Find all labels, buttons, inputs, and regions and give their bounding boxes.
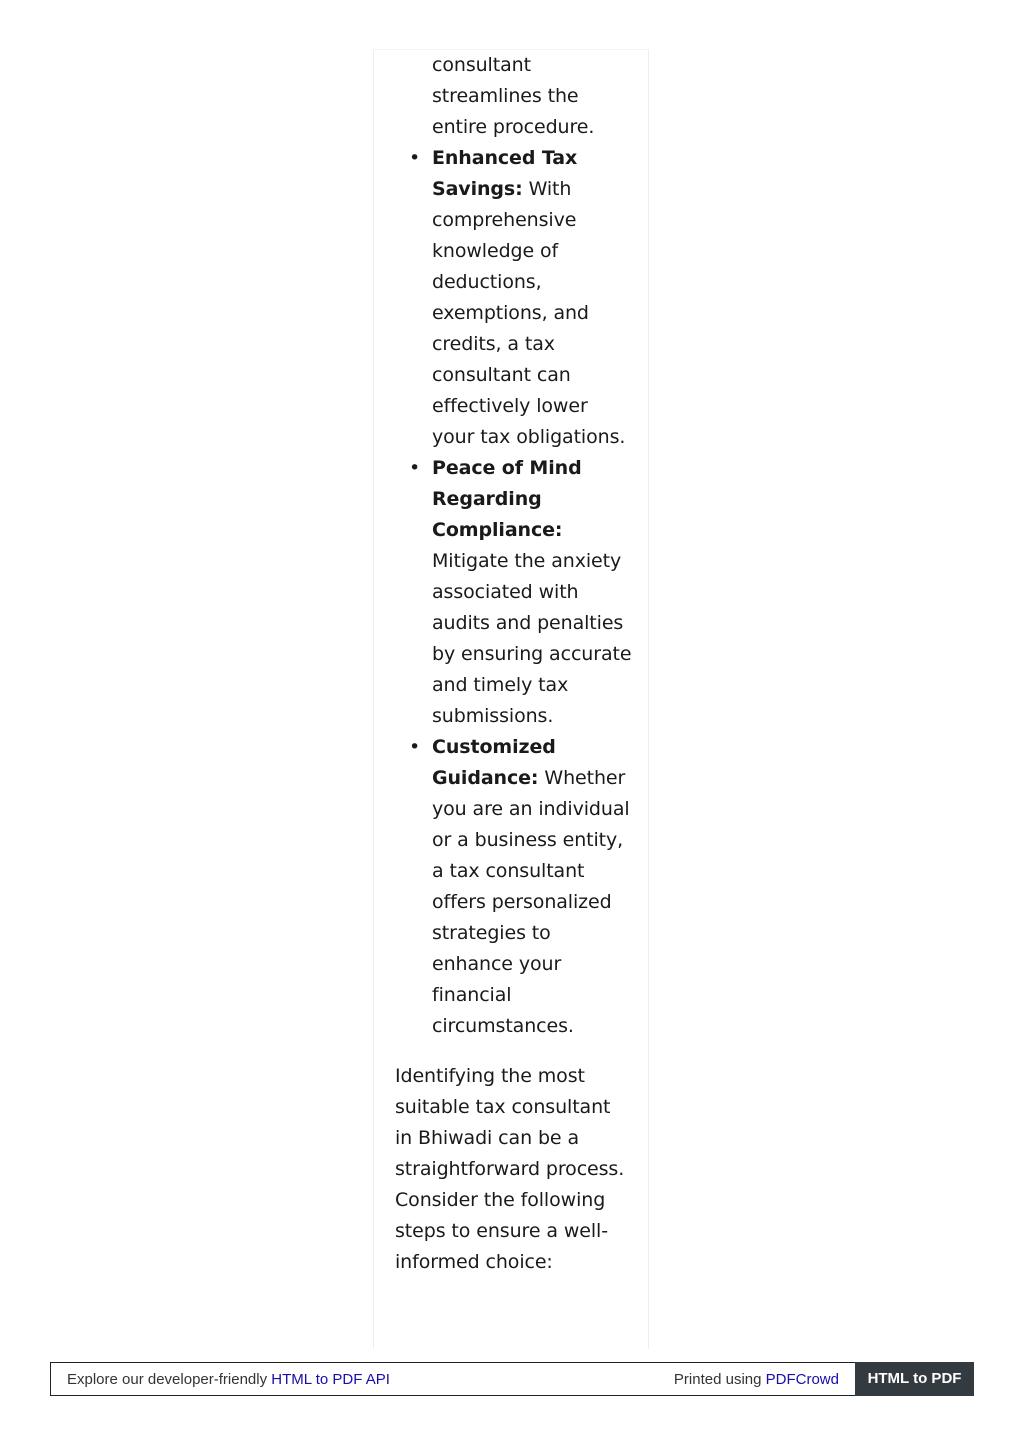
list-item-continued [432, 50, 635, 143]
html-to-pdf-api-link[interactable]: HTML to PDF API [271, 1371, 390, 1388]
continued-text: consultant streamlines the entire procedure. [432, 54, 595, 138]
footer-printed-text: Printed using [673, 1371, 766, 1388]
intro-paragraph: Identifying the most suitable tax consultant in Bhiwadi can be a straightforward process. Consider the following steps to ensure a well-informed choice: [395, 1065, 625, 1273]
footer-printed [674, 1371, 839, 1388]
list-item-title: Peace of Mind Regarding Compliance: [432, 457, 582, 541]
list-item-text: Whether you are an individual or a business entity, a tax consultant offers personalized strategies to enhance your financial circumstances. [432, 767, 630, 1037]
benefits-list [395, 50, 635, 1042]
footer-explore-text: Explore our developer-friendly [67, 1371, 272, 1388]
list-item [409, 453, 635, 732]
html-to-pdf-badge[interactable]: HTML to PDF [855, 1362, 974, 1396]
article-content [395, 50, 635, 1278]
footer-explore [67, 1371, 390, 1388]
list-item-title: Enhanced Tax Savings: [432, 147, 578, 200]
article-column [373, 49, 649, 1349]
list-item-title: Customized Guidance: [432, 736, 556, 789]
bullet-icon: • [409, 457, 421, 479]
list-item [409, 143, 635, 453]
bullet-icon: • [409, 736, 421, 758]
list-item [409, 732, 635, 1042]
list-item-text: Mitigate the anxiety associated with audits and penalties by ensuring accurate and timely tax submissions. [432, 550, 632, 727]
list-item-text: With comprehensive knowledge of deductions, exemptions, and credits, a tax consultant can effectively lower your tax obligations. [432, 178, 626, 448]
pdfcrowd-link[interactable]: PDFCrowd [765, 1371, 839, 1388]
pdfcrowd-footer [50, 1362, 974, 1396]
bullet-icon: • [409, 147, 421, 169]
